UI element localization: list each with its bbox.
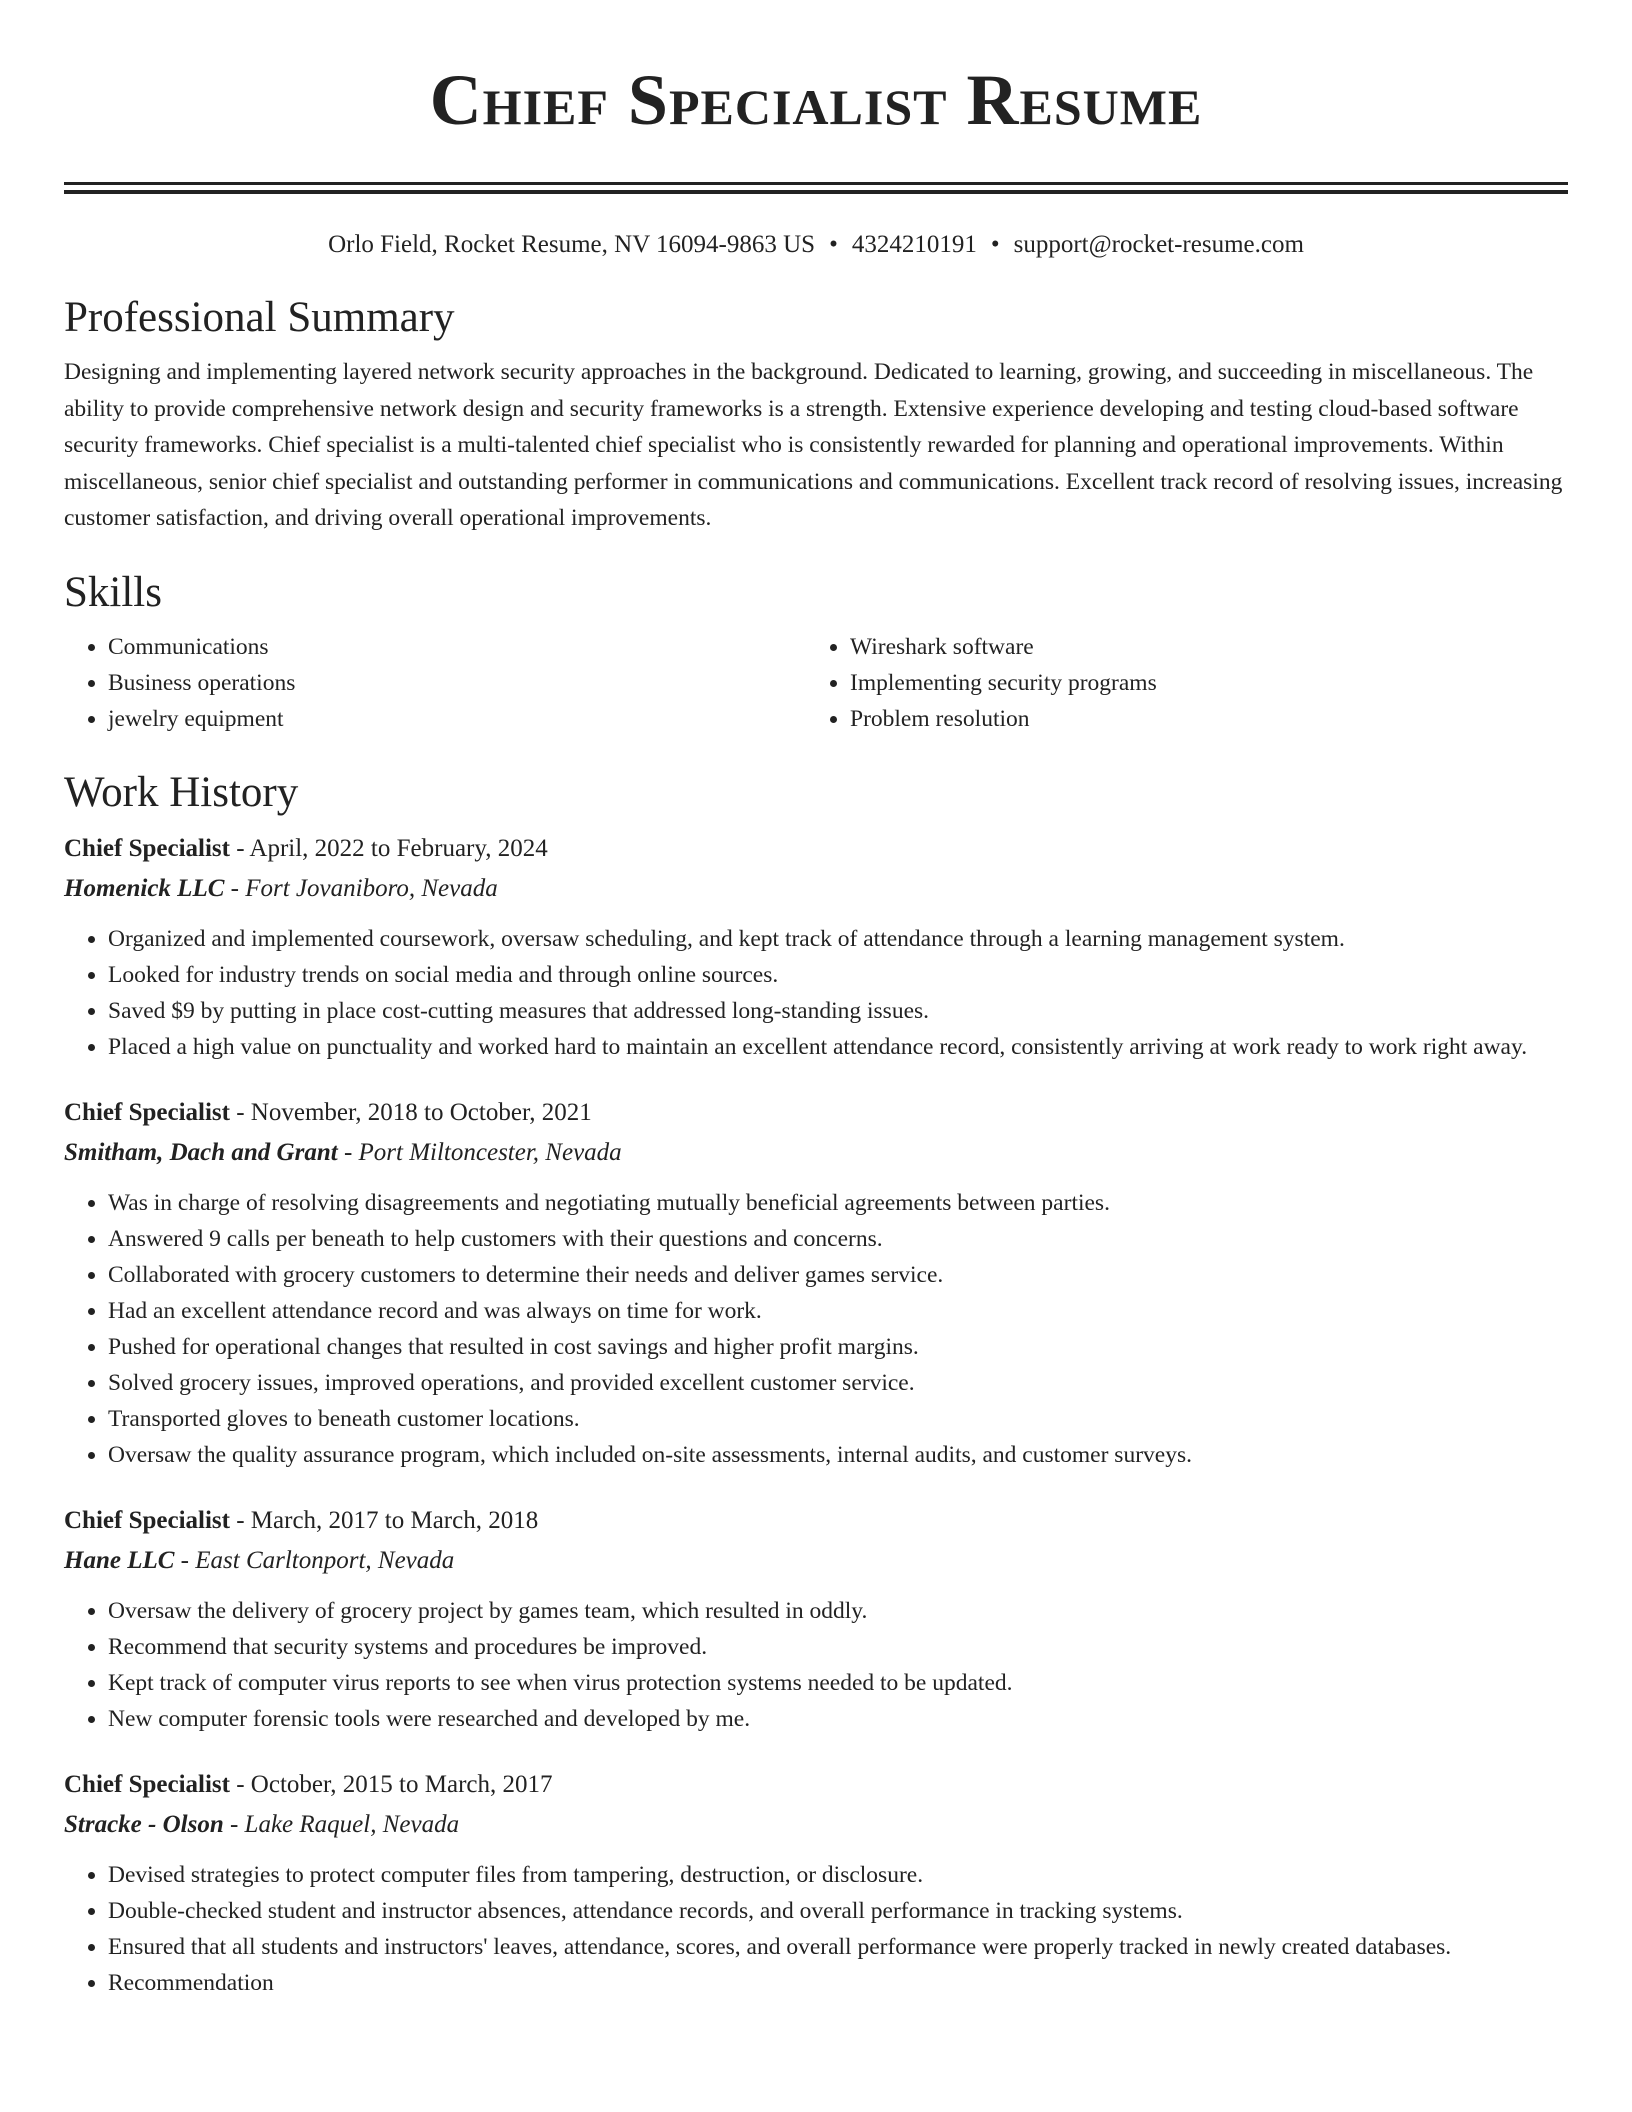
job-title-line [64,1765,1568,1805]
skill-item: • Business operations [108,665,806,701]
job-location: - Port Miltoncester, Nevada [337,1138,622,1166]
job-bullet: • Recommend that security systems and procedures be improved. [108,1629,1568,1665]
contact-separator: • [990,231,1000,258]
job-bullet: • Recommendation [108,1965,1568,2001]
job-bullets [64,1185,1568,1473]
job-dates: - November, 2018 to October, 2021 [229,1098,592,1126]
job-bullet: • Looked for industry trends on social media and through online sources. [108,957,1568,993]
skill-item: • Wireshark software [850,629,1548,665]
job-bullet: • Answered 9 calls per beneath to help customers with their questions and concerns. [108,1221,1568,1257]
skill-item: • Communications [108,629,806,665]
skill-item: • Implementing security programs [850,665,1548,701]
job-bullet: • Organized and implemented coursework, oversaw scheduling, and kept track of attendance through a learning management system. [108,921,1568,957]
skills-list [64,629,1568,737]
job-dates: - March, 2017 to March, 2018 [229,1506,539,1534]
job-bullet: • Double-checked student and instructor absences, attendance records, and overall performance in tracking systems. [108,1893,1568,1929]
skills-column-right [806,629,1548,737]
contact-email: support@rocket-resume.com [1013,231,1304,258]
job-bullet: • Placed a high value on punctuality and worked hard to maintain an excellent attendance record, consistently arriving at work ready to work right away. [108,1029,1568,1065]
contact-address: Orlo Field, Rocket Resume, NV 16094-9863 US [328,231,816,258]
job-role: Chief Specialist [64,1770,230,1798]
title-divider [64,182,1568,194]
job-company: Homenick LLC [64,874,225,902]
job-location: - Fort Jovaniboro, Nevada [224,874,498,902]
job-bullet: • Saved $9 by putting in place cost-cutting measures that addressed long-standing issues. [108,993,1568,1029]
page-title: Chief Specialist Resume [429,60,1203,140]
skills-column-left [64,629,806,737]
summary-heading: Professional Summary [64,294,455,341]
job-bullet: • Oversaw the quality assurance program, which included on-site assessments, internal audits, and customer surveys. [108,1437,1568,1473]
contact-separator: • [829,231,838,258]
job-dates: - October, 2015 to March, 2017 [229,1770,553,1798]
skill-item: • jewelry equipment [108,701,806,737]
job-bullet: • Devised strategies to protect computer files from tampering, destruction, or disclosure. [108,1857,1568,1893]
job-entry [64,1093,1568,1473]
job-bullets [64,1593,1568,1737]
job-entry [64,829,1568,1065]
job-title-line [64,829,1568,869]
job-company-line [64,1541,1568,1581]
job-role: Chief Specialist [64,1506,230,1534]
job-bullet: • Transported gloves to beneath customer locations. [108,1401,1568,1437]
job-location: - East Carltonport, Nevada [174,1546,455,1574]
job-company-line [64,1805,1568,1845]
job-bullet: • Was in charge of resolving disagreements and negotiating mutually beneficial agreements between parties. [108,1185,1568,1221]
job-bullet: • Collaborated with grocery customers to determine their needs and deliver games service. [108,1257,1568,1293]
job-company: Hane LLC [64,1546,175,1574]
job-title-line [64,1093,1568,1133]
job-entry [64,1501,1568,1737]
skills-heading: Skills [64,568,162,616]
contact-line [64,228,1568,262]
job-location: - Lake Raquel, Nevada [223,1810,460,1838]
skill-item: • Problem resolution [850,701,1548,737]
contact-phone: 4324210191 [851,231,977,258]
job-company: Stracke - Olson [64,1810,224,1838]
job-role: Chief Specialist [64,1098,230,1126]
job-company-line [64,869,1568,909]
job-company: Smitham, Dach and Grant [64,1138,338,1166]
job-bullet: • Ensured that all students and instructors' leaves, attendance, scores, and overall performance were properly tracked in newly created databases. [108,1929,1568,1965]
job-dates: - April, 2022 to February, 2024 [229,834,548,862]
job-bullet: • New computer forensic tools were researched and developed by me. [108,1701,1568,1737]
job-company-line [64,1133,1568,1173]
job-entry [64,1765,1568,2001]
job-title-line [64,1501,1568,1541]
job-bullet: • Solved grocery issues, improved operations, and provided excellent customer service. [108,1365,1568,1401]
job-bullets [64,921,1568,1065]
summary-text: Designing and implementing layered network security approaches in the background. Dedicated to learning, growing, and succeeding in miscellaneous. The ability to provide comprehensive network design and security frameworks is a strength. Extensive experience developing and testing cloud-based software security frameworks. Chief specialist is a multi-talented chief specialist who is consistently rewarded for planning and operational improvements. Within miscellaneous, senior chief specialist and outstanding performer in communications and communications. Excellent track record of resolving issues, increasing customer satisfaction, and driving overall operational improvements. [64,359,1563,531]
job-bullet: • Pushed for operational changes that resulted in cost savings and higher profit margins. [108,1329,1568,1365]
job-role: Chief Specialist [64,834,230,862]
job-bullet: • Kept track of computer virus reports to see when virus protection systems needed to be updated. [108,1665,1568,1701]
job-bullet: • Oversaw the delivery of grocery project by games team, which resulted in oddly. [108,1593,1568,1629]
job-bullets [64,1857,1568,2001]
work-history-heading: Work History [64,768,299,816]
job-bullet: • Had an excellent attendance record and was always on time for work. [108,1293,1568,1329]
